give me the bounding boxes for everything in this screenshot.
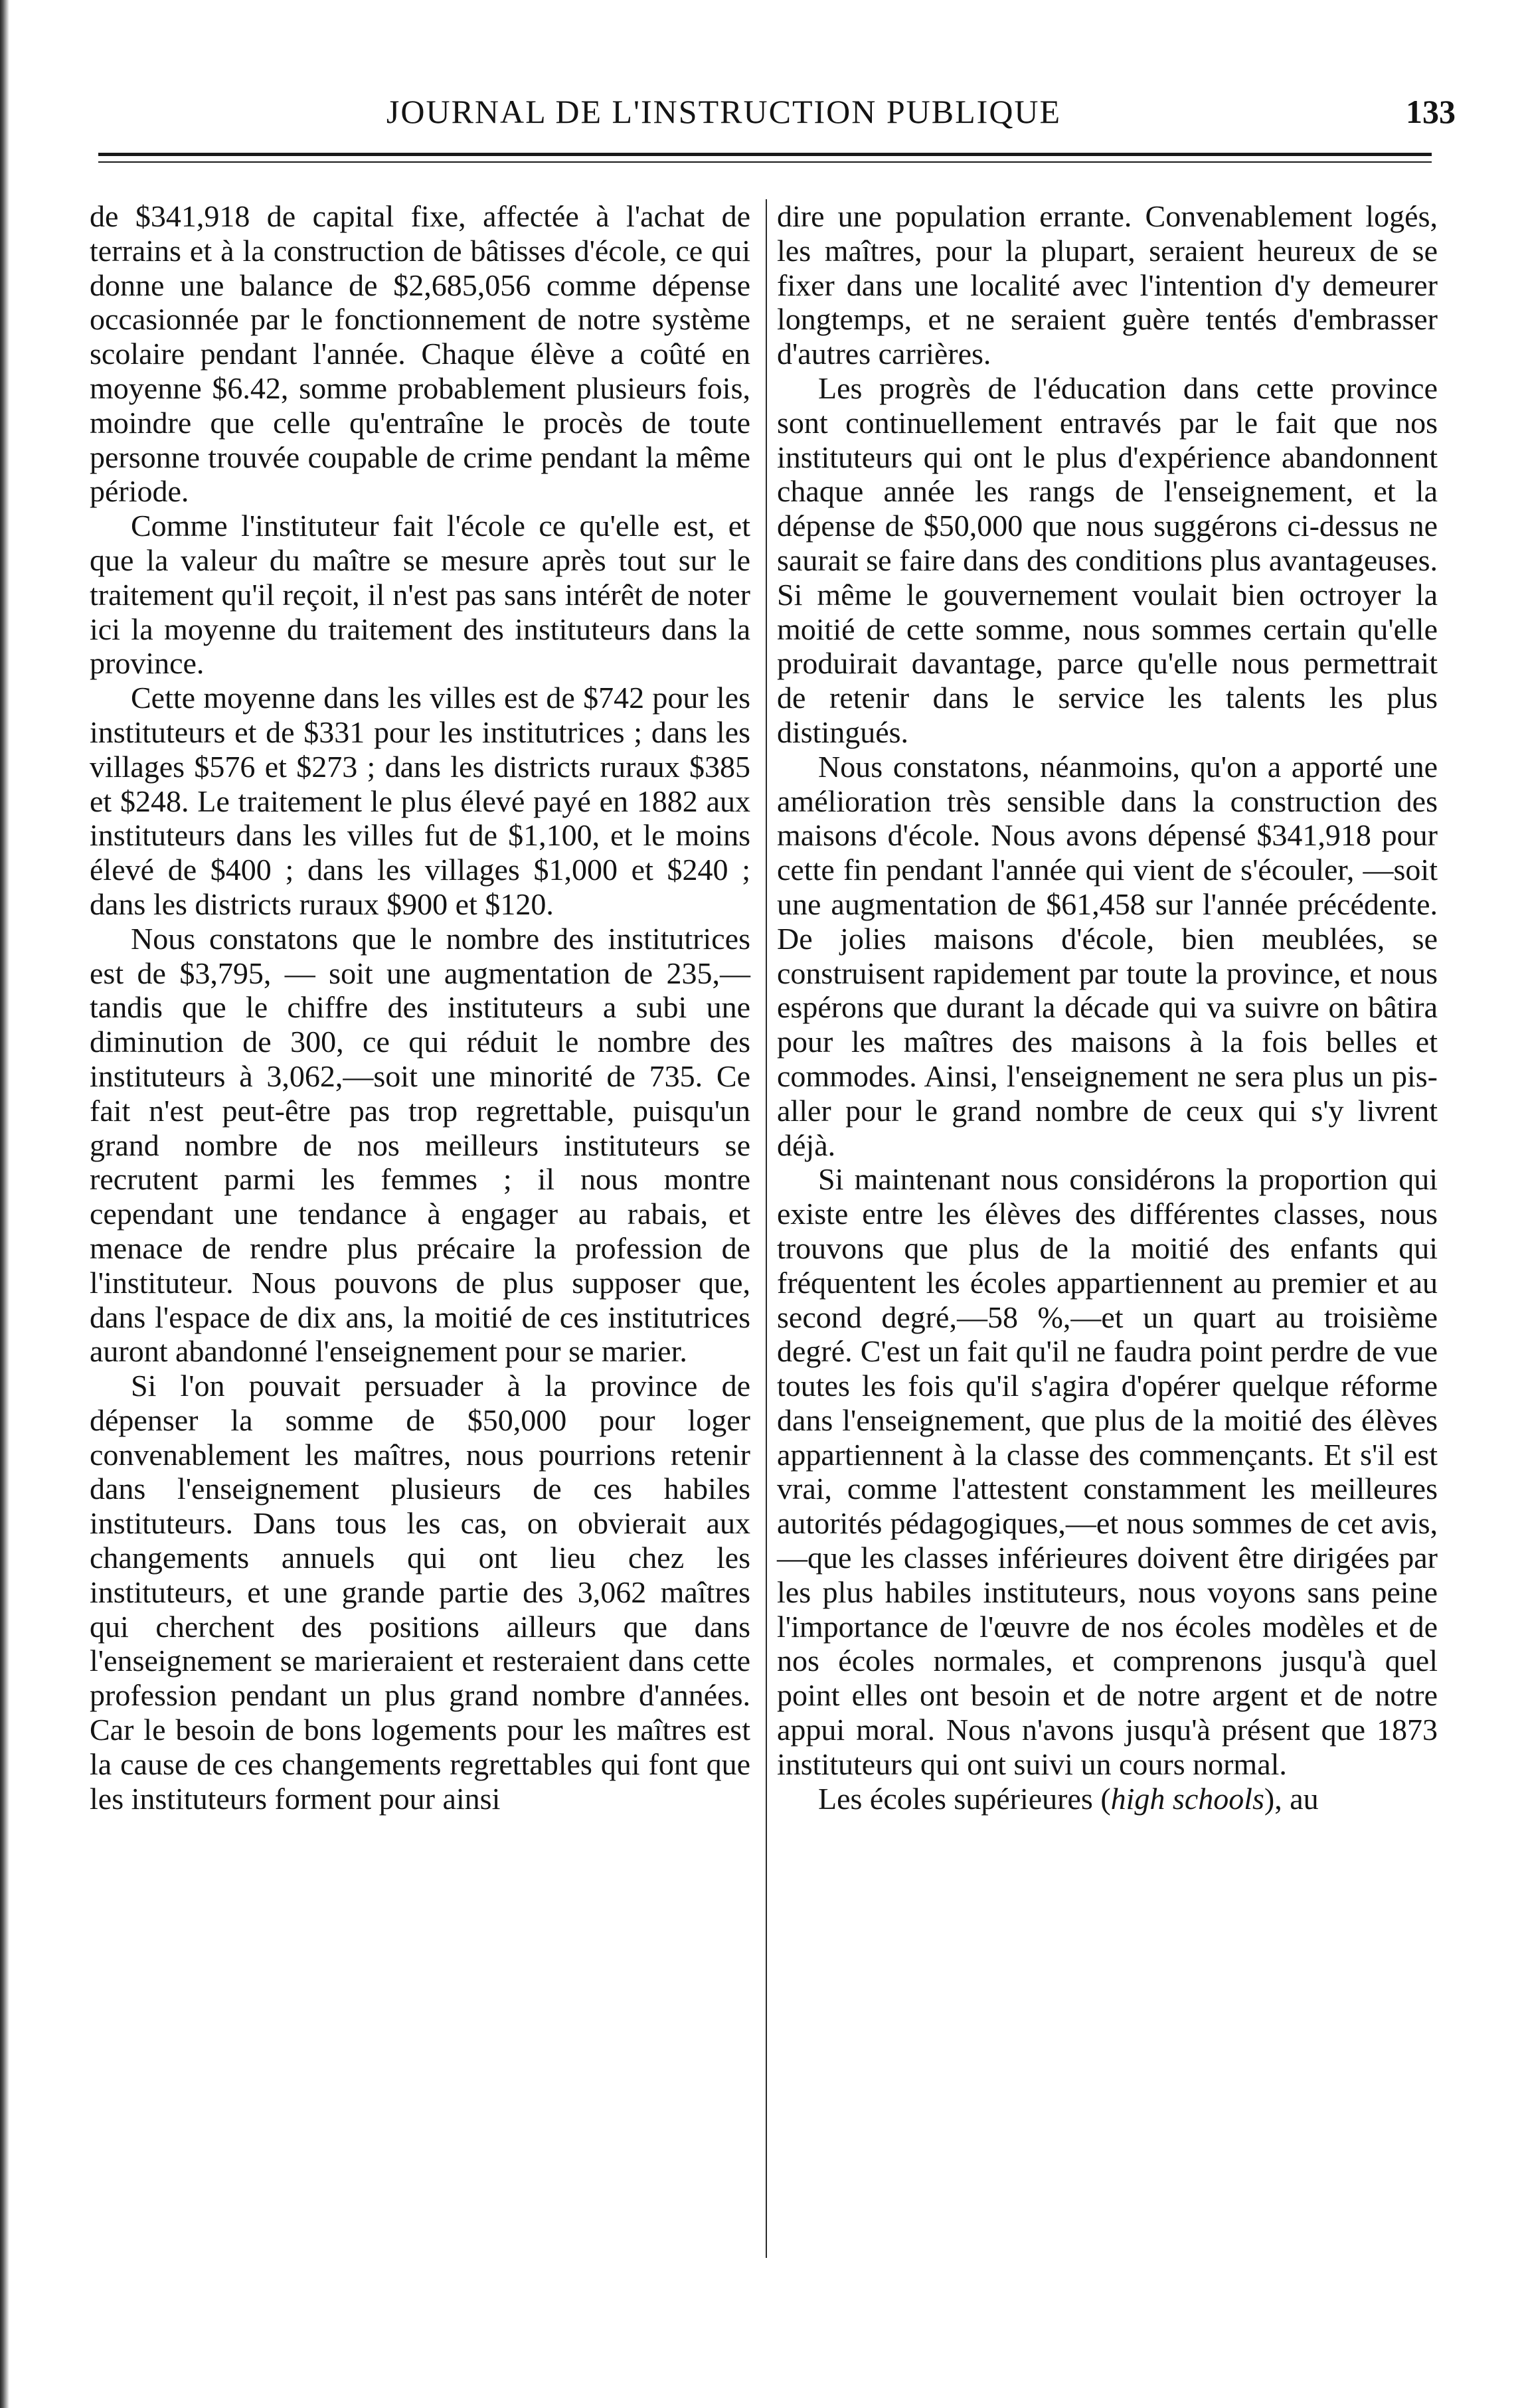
- left-column: [90, 199, 750, 1816]
- paragraph: dire une population errante. Convenablement logés, les maîtres, pour la plupart, seraient heureux de se fixer dans une localité avec l'intention d'y demeurer longtemps, et ne seraient guère tentés d'embrasser d'autres carrières.: [777, 199, 1438, 371]
- paragraph: Si l'on pouvait persuader à la province de dépenser la somme de $50,000 pour loger convenablement les maîtres, nous pourrions retenir dans l'enseignement plusieurs de ces habiles instituteurs. Dans tous les cas, on obvierait aux changements annuels qui ont lieu chez les instituteurs, et une grande partie des 3,062 maîtres qui cherchent des positions ailleurs que dans l'enseignement se marieraient et resteraient dans cette profession pendant un plus grand nombre d'années. Car le besoin de bons logements pour les maîtres est la cause de ces changements regrettables qui font que les instituteurs forment pour ainsi: [90, 1369, 750, 1816]
- page-number: 133: [1406, 93, 1456, 130]
- header-rule-thick: [98, 153, 1432, 156]
- paragraph: Les progrès de l'éducation dans cette province sont continuellement entravés par le fait que nos instituteurs qui ont le plus d'expérience abandonnent chaque année les rangs de l'enseignement, et la dépense de $50,000 que nous suggérons ci-dessus ne saurait se faire dans des conditions plus avantageuses. Si même le gouvernement voulait bien octroyer la moitié de cette somme, nous sommes certain qu'elle produirait davantage, parce qu'elle nous permettrait de retenir dans le service les talents les plus distingués.: [777, 371, 1438, 749]
- column-divider: [766, 199, 767, 2258]
- paragraph: Si maintenant nous considérons la proportion qui existe entre les élèves des différentes classes, nous trouvons que plus de la moitié des enfants qui fréquentent les écoles appartiennent au premier et au second degré,—58 %,—et un quart au troisième degré. C'est un fait qu'il ne faudra point perdre de vue toutes les fois qu'il s'agira d'opérer quelque réforme dans l'enseignement, que plus de la moitié des élèves appartiennent à la classe des commençants. Et s'il est vrai, comme l'attestent constamment les meilleures autorités pédagogiques,—et nous sommes de cet avis,—que les classes inférieures doivent être dirigées par les plus habiles instituteurs, nous voyons sans peine l'importance de l'œuvre de nos écoles modèles et de nos écoles normales, et comprenons jusqu'à quel point elles ont besoin et de notre argent et de notre appui moral. Nous n'avons jusqu'à présent que 1873 instituteurs qui ont suivi un cours normal.: [777, 1162, 1438, 1781]
- paragraph-last-line: [777, 1782, 1438, 1816]
- paragraph: Comme l'instituteur fait l'école ce qu'elle est, et que la valeur du maître se mesure après tout sur le traitement qu'il reçoit, il n'est pas sans intérêt de noter ici la moyenne du traitement des instituteurs dans la province.: [90, 509, 750, 681]
- header-rule-thin: [98, 161, 1432, 163]
- paragraph: Nous constatons, néanmoins, qu'on a apporté une amélioration très sensible dans la construction des maisons d'école. Nous avons dépensé $341,918 pour cette fin pendant l'année qui vient de s'écouler, —soit une augmentation de $61,458 sur l'année précédente. De jolies maisons d'école, bien meublées, se construisent rapidement par toute la province, et nous espérons que durant la décade qui va suivre on bâtira pour les maîtres des maisons à la fois belles et commodes. Ainsi, l'enseignement ne sera plus un pis-aller pour le grand nombre de ceux qui s'y livrent déjà.: [777, 749, 1438, 1162]
- paragraph: Nous constatons que le nombre des institutrices est de $3,795, — soit une augmentation de 235,—tandis que le chiffre des instituteurs a subi une diminution de 300, ce qui réduit le nombre des instituteurs à 3,062,—soit une minorité de 735. Ce fait n'est peut-être pas trop regrettable, puisqu'un grand nombre de nos meilleurs instituteurs se recrutent parmi les femmes ; il nous montre cependant une tendance à engager au rabais, et menace de rendre plus précaire la profession de l'instituteur. Nous pouvons de plus supposer que, dans l'espace de dix ans, la moitié de ces institutrices auront abandonné l'enseignement pour se marier.: [90, 921, 750, 1369]
- paragraph: Cette moyenne dans les villes est de $742 pour les instituteurs et de $331 pour les institutrices ; dans les villages $576 et $273 ; dans les districts ruraux $385 et $248. Le traitement le plus élevé payé en 1882 aux instituteurs dans les villes fut de $1,100, et le moins élevé de $400 ; dans les villages $1,000 et $240 ; dans les districts ruraux $900 et $120.: [90, 681, 750, 921]
- text-run: Les écoles supérieures (: [818, 1781, 1111, 1816]
- running-title: JOURNAL DE L'INSTRUCTION PUBLIQUE: [386, 93, 1062, 130]
- text-run: ), au: [1264, 1781, 1319, 1816]
- paragraph: de $341,918 de capital fixe, affectée à l'achat de terrains et à la construction de bâtisses d'école, ce qui donne une balance de $2,685,056 comme dépense occasionnée par le fonctionnement de notre système scolaire pendant l'année. Chaque élève a coûté en moyenne $6.42, somme probablement plusieurs fois, moindre que celle qu'entraîne le procès de toute personne trouvée coupable de crime pendant la même période.: [90, 199, 750, 509]
- page-header: [93, 85, 1456, 138]
- page-binding-edge: [0, 0, 9, 2408]
- italic-term: high schools: [1110, 1781, 1264, 1816]
- right-column: [777, 199, 1438, 1816]
